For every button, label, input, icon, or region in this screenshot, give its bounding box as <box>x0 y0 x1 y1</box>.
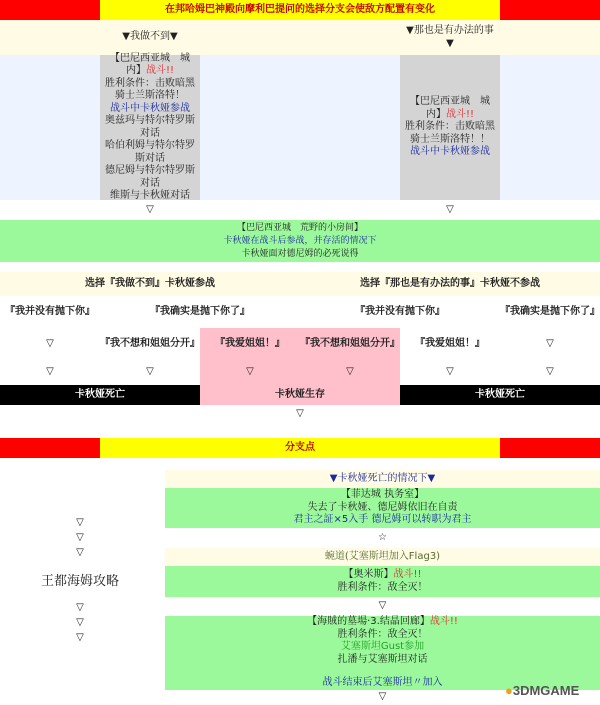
cell-a-talk: 哈伯利姆与特尔特罗斯对话 <box>105 140 195 164</box>
result-death-a: 卡秋娅死亡 <box>0 385 200 405</box>
down-arrow-icon: ▽ <box>46 365 54 377</box>
grave-title: 【海賊的墓場·3.结晶回廊】 <box>307 616 430 628</box>
down-arrow-icon: ▽ <box>146 203 154 215</box>
answer-4: 『我确实是抛下你了』 <box>500 305 600 317</box>
down-arrow-icon: ▽ <box>296 407 304 419</box>
down-arrow-icon: ▽ <box>76 601 84 613</box>
branch-case: ▼卡秋娅死亡的情况下▼ <box>165 470 600 488</box>
branch-header: 分支点 <box>100 438 500 458</box>
result-death-b: 卡秋娅死亡 <box>400 385 600 405</box>
grave-talk: 扎潘与艾塞斯坦对话 <box>337 653 428 665</box>
left-label: 王都海姆攻略 <box>40 573 119 589</box>
choice-a: ▼我做不到▼ <box>122 31 178 43</box>
cell-b-join: 战斗中卡秋娅参战 <box>410 146 490 158</box>
omis-cond: 胜利条件：敌全灭！ <box>337 581 428 593</box>
down-arrow-icon: ▽ <box>46 337 54 349</box>
down-arrow-icon: ▽ <box>76 531 84 543</box>
room-line1: 卡秋娅在战斗后参战，并存活的情况下 <box>223 235 377 246</box>
result-survive: 卡秋娅生存 <box>275 388 325 400</box>
battle-cell-a <box>100 52 200 201</box>
select-b: 选择『那也是有办法的事』卡秋娅不参战 <box>360 277 540 289</box>
select-a: 选择『我做不到』卡秋娅参战 <box>85 277 215 289</box>
cell-b-battle: 战斗!! <box>445 108 475 120</box>
cell-a-talk: 德尼姆与特尔特罗斯对话 <box>105 165 195 189</box>
answer-7: 『我不想和姐姐分开』 <box>300 337 400 349</box>
watermark-logo: ●3DMGAME <box>505 683 580 698</box>
office-reward: 君主之証×5入手 德尼姆可以转职为君主 <box>293 514 472 526</box>
grave-battle: 战斗!! <box>429 616 458 628</box>
down-arrow-icon: ▽ <box>378 691 387 703</box>
cell-b-title: 【巴尼西亚城 城内】 <box>410 96 490 120</box>
omis-event <box>165 566 600 597</box>
answer-6: 『我爱姐姐！』 <box>215 337 285 349</box>
answer-2: 『我确实是抛下你了』 <box>150 305 250 317</box>
office-event <box>165 488 600 528</box>
header-bar-left <box>0 0 100 20</box>
cell-b-cond: 胜利条件：击败暗黑骑士兰斯洛特！！ <box>405 121 495 145</box>
down-arrow-icon: ▽ <box>76 631 84 643</box>
path-event: 蜿道(艾塞斯坦加入Flag3) <box>165 548 600 566</box>
down-arrow-icon: ▽ <box>76 516 84 528</box>
answer-8: 『我爱姐姐！』 <box>415 337 485 349</box>
cell-a-cond: 胜利条件：击败暗黑骑士兰斯洛特！ <box>105 77 195 101</box>
down-arrow-icon: ▽ <box>446 203 454 215</box>
cell-a-battle: 战斗!! <box>145 65 175 76</box>
down-arrow-icon: ▽ <box>346 365 354 377</box>
cell-a-talk: 维斯与卡秋娅对话 <box>110 190 190 201</box>
omis-battle: 战斗!! <box>393 569 422 580</box>
battle-row <box>0 52 600 200</box>
choice-row <box>0 20 600 55</box>
down-arrow-icon: ▽ <box>76 546 84 558</box>
office-title: 【菲达城 执务室】 <box>340 489 425 501</box>
cell-a-join: 战斗中卡秋娅参战 <box>110 102 190 114</box>
answer-1: 『我并没有抛下你』 <box>5 305 95 317</box>
down-arrow-icon: ▽ <box>546 365 554 377</box>
choice-b <box>390 20 510 55</box>
down-arrow-icon: ▽ <box>76 616 84 628</box>
room-line2: 卡秋娅面对德尼姆的必死说得 <box>241 248 359 259</box>
grave-cond: 胜利条件：敌全灭！ <box>337 628 428 640</box>
room-event <box>0 220 600 262</box>
choice-b-arrow: ▼ <box>446 37 454 49</box>
cell-a-title: 【巴尼西亚城 城内】 <box>110 52 190 76</box>
down-arrow-icon: ▽ <box>446 365 454 377</box>
header-title: 在邦哈姆巴神殿向摩利巴提问的选择分支会使敌方配置有变化 <box>100 0 500 20</box>
star-icon: ☆ <box>378 531 387 543</box>
cell-a-talk: 奥兹玛与特尔特罗斯对话 <box>105 115 195 139</box>
header-bar-right <box>500 438 600 458</box>
watermark-text: 3DMGAME <box>512 683 580 698</box>
header-bar-left <box>0 438 100 458</box>
grave-after: 战斗结束后艾塞斯坦〃加入 <box>322 677 443 689</box>
answer-3: 『我并没有抛下你』 <box>355 305 445 317</box>
room-title: 【巴尼西亚城 荒野的小房间】 <box>236 222 363 233</box>
header-bar-right <box>500 0 600 20</box>
down-arrow-icon: ▽ <box>246 365 254 377</box>
down-arrow-icon: ▽ <box>146 365 154 377</box>
choice-b-line: ▼那也是有办法的事 <box>406 25 494 36</box>
answer-5: 『我不想和姐姐分开』 <box>100 337 200 349</box>
down-arrow-icon: ▽ <box>378 600 387 612</box>
office-line: 失去了卡秋娅、德尼姆依旧在自责 <box>307 501 458 513</box>
grave-event <box>165 616 600 690</box>
grave-gust: 艾塞斯坦Gust参加 <box>340 641 425 653</box>
omis-title: 【奥米斯】 <box>343 569 394 580</box>
down-arrow-icon: ▽ <box>546 337 554 349</box>
battle-cell-b <box>400 55 500 200</box>
